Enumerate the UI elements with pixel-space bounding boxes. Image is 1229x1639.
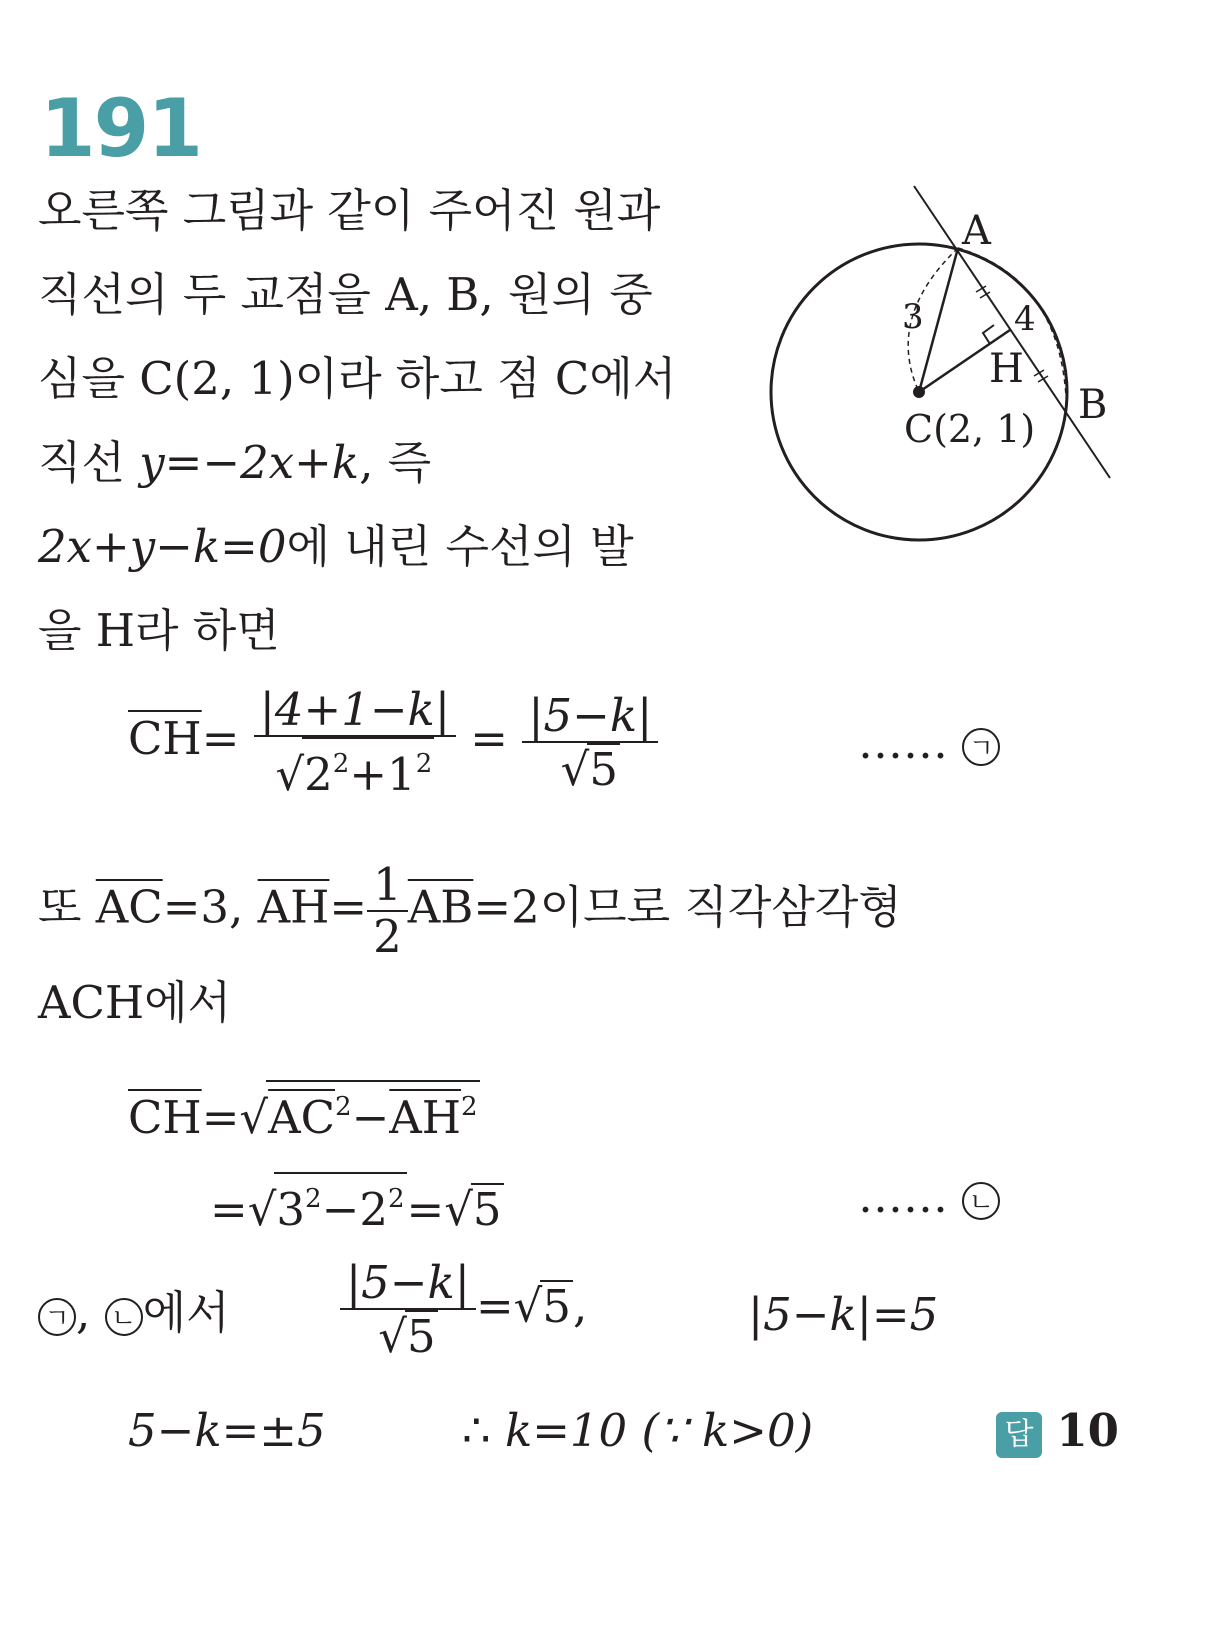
problem-number: 191 (40, 82, 201, 175)
equation-abs: |5−k|=5 (748, 1288, 939, 1341)
intro-line-4: 직선 y=−2x+k, 즉 (38, 436, 432, 489)
intro-line-6: 을 H라 하면 (38, 604, 280, 657)
fraction-half: $\frac{1}{2}$ (367, 860, 408, 962)
answer-badge: 답 (996, 1412, 1042, 1458)
label-a: A (962, 208, 991, 254)
equation-pythagoras: $\overline{CH}=√AC^2-\overline{AH}^2$ (128, 1080, 480, 1143)
equation-mark-1: …… ㄱ (858, 718, 1000, 768)
answer-value: 10 (1056, 1404, 1119, 1457)
equation-mark-2: …… ㄴ (858, 1172, 1000, 1222)
equation-solve: 5−k=±5 (128, 1404, 326, 1457)
label-h: H (989, 346, 1024, 392)
intro-line-3: 심을 C(2, 1)이라 하고 점 C에서 (38, 352, 677, 405)
label-4: 4 (1014, 299, 1036, 339)
intro-line-1: 오른쪽 그림과 같이 주어진 원과 (38, 184, 661, 237)
equation-combine: $\frac{|5-k|}{√5}$ =√5, (340, 1258, 587, 1362)
fraction-simplified: $\frac{|5-k|}{√5}$ (522, 691, 658, 795)
text-line-9: ㄱ , ㄴ 에서 (38, 1288, 230, 1338)
text-line-8: ACH에서 (38, 976, 232, 1029)
label-3: 3 (902, 297, 924, 337)
equation-pythagoras-value: $=√3^2-2^2=√5$ (210, 1172, 504, 1235)
text-line-7: 또 $\overline{AC}=3$, $\overline{AH}=$ $\frac{1}{2}$ $\overline{AB}=2$이므로 직각삼각형 (38, 858, 902, 963)
fraction-distance: $\frac{|4+1-k|}{√2^2+1^2}$ (254, 685, 456, 800)
intro-line-2: 직선의 두 교점을 A, B, 원의 중 (38, 268, 653, 321)
line-equation: y=−2x+k (139, 436, 360, 489)
label-b: B (1078, 382, 1108, 428)
fraction-combine: $\frac{|5-k|}{√5}$ (340, 1258, 476, 1362)
label-c: C(2, 1) (904, 407, 1036, 451)
equation-conclusion: ∴ k=10 (∵ k>0) (462, 1404, 814, 1457)
intro-line-5: 2x+y−k=0에 내린 수선의 발 (38, 520, 634, 573)
center-point (913, 386, 925, 398)
equation-ch-distance: $\overline{CH}=$ $\frac{|4+1-k|}{√2^2+1^2}$ = $\frac{|5-k|}{√5}$ (128, 685, 658, 800)
line-equation-general: 2x+y−k=0 (38, 520, 287, 573)
